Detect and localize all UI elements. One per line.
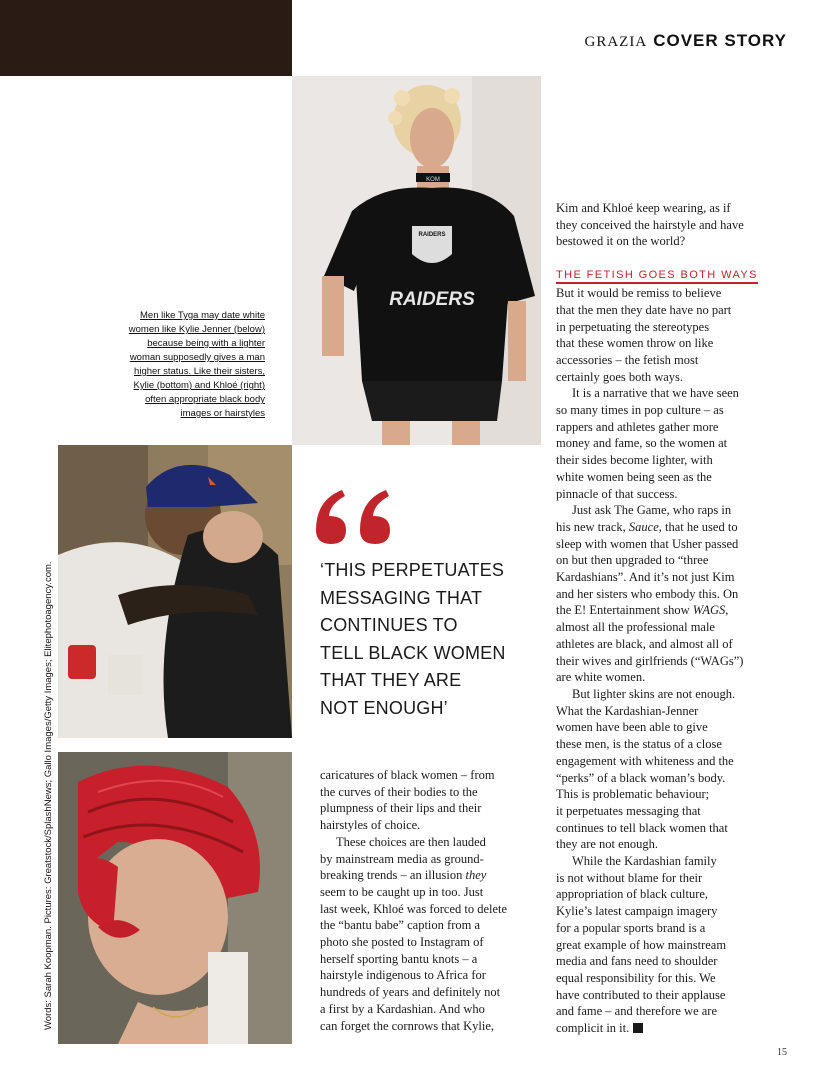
- header-color-block: [0, 0, 292, 76]
- body-text: complicit in it.: [556, 1021, 630, 1036]
- pull-quote-line: MESSAGING THAT: [320, 587, 483, 608]
- photo-caption: [104, 309, 265, 421]
- body-line: [320, 867, 542, 884]
- body-line: and her sisters who embody this. On: [556, 586, 739, 601]
- body-line: certainly goes both ways.: [556, 369, 684, 384]
- body-line: But it would be remiss to believe: [556, 286, 722, 301]
- body-line: These choices are then lauded: [336, 834, 486, 849]
- body-line: pinnacle of that success.: [556, 486, 678, 501]
- page-number: 15: [777, 1047, 787, 1058]
- body-line: But lighter skins are not enough.: [572, 686, 736, 701]
- body-line: Kylie’s latest campaign imagery: [556, 904, 718, 919]
- body-line: Kardashians”. And it’s not just Kim: [556, 570, 735, 585]
- body-line: appropriation of black culture,: [556, 887, 709, 902]
- caption-line: images or hairstyles: [180, 408, 265, 419]
- pull-quote-line: ‘THIS PERPETUATES: [320, 560, 505, 580]
- section-title: COVER STORY: [653, 31, 787, 50]
- pull-quote-line: THAT THEY ARE: [320, 670, 462, 690]
- body-line: have contributed to their applause: [556, 987, 726, 1002]
- raiders-shield-text: RAIDERS: [418, 232, 446, 238]
- body-line: media and fans need to shoulder: [556, 954, 718, 969]
- body-line: It is a narrative that we have seen: [572, 386, 739, 401]
- body-line: these men, is the status of a close: [556, 737, 722, 752]
- photo-credit: Words: Sarah Koopman. Pictures: Greatstock/SplashNews; Gallo Images/Getty Images; Elitephotoagency.com.: [43, 561, 54, 1030]
- body-line: the “bantu babe” caption from a: [320, 918, 480, 933]
- body-emphasis: WAGS: [692, 603, 726, 618]
- body-line: seem to be caught up in too. Just: [320, 884, 484, 899]
- body-line: [556, 1020, 792, 1037]
- raiders-shirt-text: RAIDERS: [389, 289, 475, 310]
- caption-line: often appropriate black body: [145, 394, 265, 405]
- body-line: hairstyle indigenous to Africa for: [320, 968, 486, 983]
- body-line: Kim and Khloé keep wearing, as if: [556, 201, 731, 215]
- body-line: that these women throw on like: [556, 336, 714, 351]
- body-text: breaking trends – an illusion: [320, 868, 466, 883]
- body-line: engagement with whiteness and the: [556, 753, 734, 768]
- body-line: women have been able to give: [556, 720, 708, 735]
- body-text: ,: [725, 603, 729, 618]
- body-column-right: [556, 200, 792, 1037]
- body-line: athletes are black, and almost all of: [556, 636, 733, 651]
- photo-kylie-red-cornrows: [58, 752, 292, 1044]
- body-line: it perpetuates messaging that: [556, 803, 701, 818]
- body-line: great example of how mainstream: [556, 937, 727, 952]
- body-text: the E! Entertainment show: [556, 603, 693, 618]
- body-line: bestowed it on the world?: [556, 234, 686, 249]
- body-line: caricatures of black women – from: [320, 768, 495, 782]
- body-line: almost all the professional male: [556, 620, 715, 635]
- body-line: by mainstream media as ground-: [320, 851, 484, 866]
- body-line: they conceived the hairstyle and have: [556, 217, 744, 232]
- body-line: in perpetuating the stereotypes: [556, 319, 710, 334]
- body-line: herself sporting bantu knots – a: [320, 951, 478, 966]
- end-of-article-icon: [633, 1023, 643, 1033]
- subheading: THE FETISH GOES BOTH WAYS: [556, 268, 758, 284]
- body-text: his new track,: [556, 519, 629, 534]
- body-line: last week, Khloé was forced to delete: [320, 901, 508, 916]
- body-line: continues to tell black women that: [556, 820, 728, 835]
- body-line: While the Kardashian family: [572, 854, 717, 869]
- section-header: [585, 31, 787, 51]
- body-line: are white women.: [556, 670, 646, 685]
- body-line: “perks” of a black woman’s body.: [556, 770, 726, 785]
- body-line: their sides become lighter, with: [556, 453, 713, 468]
- body-line: on but then upgraded to “three: [556, 553, 709, 568]
- body-line: hairstyles of choice.: [320, 818, 421, 833]
- caption-line: women like Kylie Jenner (below): [128, 324, 265, 335]
- body-line: a first by a Kardashian. And who: [320, 1001, 485, 1016]
- quote-mark-icon: [312, 486, 396, 546]
- body-line: money and fame, so the women at: [556, 436, 728, 451]
- caption-line: Kylie (bottom) and Khloé (right): [133, 380, 265, 391]
- body-column-middle: [320, 767, 542, 1034]
- body-line: plumpness of their lips and their: [320, 801, 482, 816]
- body-line: and fame – and therefore we are: [556, 1004, 718, 1019]
- body-line: white women being seen as the: [556, 469, 712, 484]
- pull-quote-line: TELL BLACK WOMEN: [320, 642, 506, 663]
- pull-quote-line: NOT ENOUGH’: [320, 697, 448, 718]
- body-line: photo she posted to Instagram of: [320, 935, 484, 950]
- pull-quote: [320, 557, 535, 722]
- body-line: equal responsibility for this. We: [556, 970, 716, 985]
- body-text: that he used to: [661, 519, 738, 534]
- body-line: What the Kardashian-Jenner: [556, 703, 699, 718]
- body-line: [556, 519, 792, 536]
- body-line: the curves of their bodies to the: [320, 784, 478, 799]
- body-line: that the men they date have no part: [556, 302, 732, 317]
- body-line: accessories – the fetish most: [556, 352, 699, 367]
- body-line: so many times in pop culture – as: [556, 403, 724, 418]
- body-line: can forget the cornrows that Kylie,: [320, 1018, 495, 1033]
- body-line: hundreds of years and definitely not: [320, 985, 501, 1000]
- photo-khloe-raiders-shirt: [292, 76, 541, 445]
- body-line: their wives and girlfriends (“WAGs”): [556, 653, 744, 668]
- photo-tyga-kylie: [58, 445, 292, 738]
- body-line: is not without blame for their: [556, 870, 703, 885]
- magazine-name: GRAZIA: [584, 34, 648, 50]
- body-line: [556, 602, 792, 619]
- body-line: for a popular sports brand is a: [556, 920, 706, 935]
- caption-line: because being with a lighter: [147, 338, 265, 349]
- body-emphasis: Sauce,: [628, 519, 662, 534]
- choker-text: KOM: [426, 177, 440, 183]
- body-line: they are not enough.: [556, 837, 659, 852]
- caption-line: Men like Tyga may date white: [140, 310, 265, 321]
- caption-line: higher status. Like their sisters,: [134, 366, 265, 377]
- caption-line: woman supposedly gives a man: [129, 352, 265, 363]
- body-line: This is problematic behaviour;: [556, 787, 710, 802]
- body-line: Just ask The Game, who raps in: [572, 503, 732, 518]
- pull-quote-line: CONTINUES TO: [320, 615, 458, 635]
- body-emphasis: they: [465, 868, 487, 883]
- body-line: rappers and athletes gather more: [556, 419, 719, 434]
- body-line: sleep with women that Usher passed: [556, 536, 739, 551]
